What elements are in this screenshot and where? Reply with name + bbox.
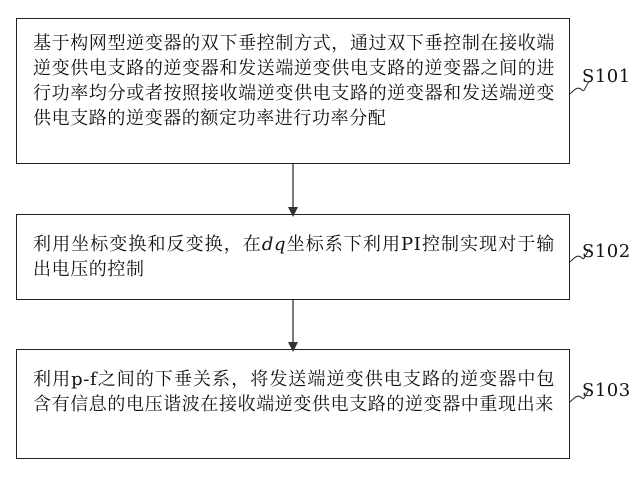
step-box-s101 [16, 18, 570, 164]
step-box-s103 [16, 349, 570, 459]
step-text-s102 [33, 232, 555, 282]
step-text-s103: 利用p-f之间的下垂关系，将发送端逆变供电支路的逆变器中包含有信息的电压谐波在接收端逆变供电支路的逆变器中重现出来 [33, 369, 555, 415]
step-text-s102-part1: 利用坐标变换和反变换，在 [33, 234, 262, 255]
step-text-s102-part2: 坐标系下利用PI控制实现对于输出电压的控制 [33, 234, 555, 280]
step-box-s102 [16, 214, 570, 300]
step-label-s101: S101 [582, 66, 631, 87]
step-text-s101: 基于构网型逆变器的双下垂控制方式，通过双下垂控制在接收端逆变供电支路的逆变器和发送端逆变供电支路的逆变器之间的进行功率均分或者按照接收端逆变供电支路的逆变器和发送端逆变供电支路的逆变器的额定功率进行功率分配 [33, 33, 555, 129]
step-label-s102: S102 [582, 241, 631, 262]
step-text-s102-dq: dq [261, 234, 287, 255]
step-label-s103: S103 [582, 380, 631, 401]
